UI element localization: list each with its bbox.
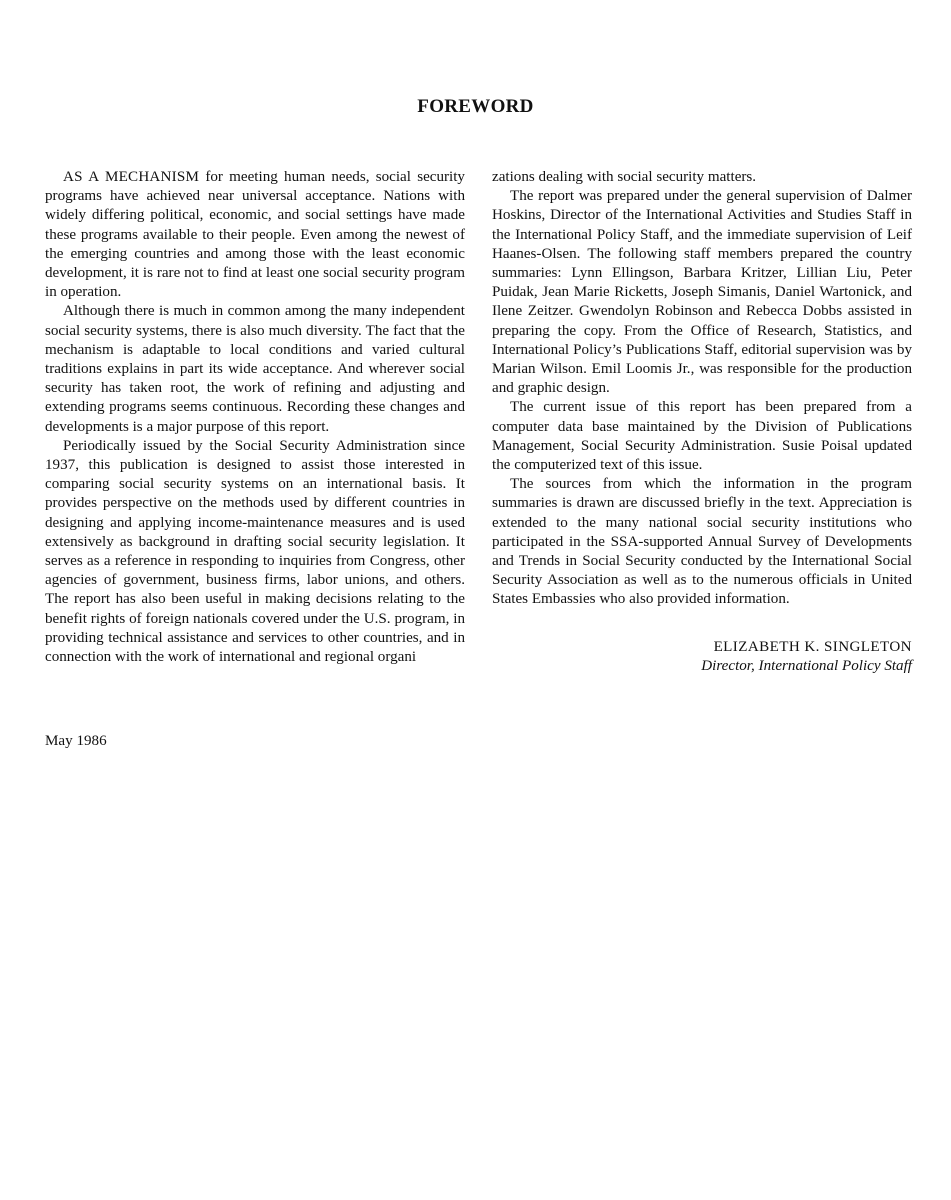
signature-block <box>492 638 912 676</box>
paragraph-data-base: The current issue of this report has been prepared from a computer data base maintained by the Division of Publications Management, Social Security Administration. Susie Poisal updated the computerized text of this issue. <box>492 399 912 474</box>
paragraph-continuation: zations dealing with social security matters. <box>492 169 757 185</box>
paragraph-sources: The sources from which the information in the program summaries is drawn are discussed briefly in the text. Appreciation is extended to the many national social security institutions who participated in the SSA-supported Annual Survey of Developments and Trends in Social Security conducted by the International Social Security Association as well as to the numerous officials in United States Embassies who also provided information. <box>492 476 912 608</box>
paragraph-mechanism <box>45 168 465 302</box>
left-column <box>45 168 465 667</box>
page-title: FOREWORD <box>417 96 534 117</box>
paragraph-text: for meeting human needs, social security programs have achieved near universal acceptance. Nations with widely differing political, economic, and social settings have made these programs available to their people. Even among the newest of the emerging countries and among those with the least economic development, it is rare not to find at least one social security program in operation. <box>45 169 465 301</box>
paragraph-diversity: Although there is much in common among the many independent social security systems, there is also much diversity. The fact that the mechanism is adaptable to local conditions and varied cultural traditions explains in part its wide acceptance. And wherever social security has taken root, the work of refining and adjusting and extending programs seems continuous. Recording these changes and developments is a major purpose of this report. <box>45 303 465 435</box>
right-column <box>492 168 912 676</box>
publication-date: May 1986 <box>45 733 107 749</box>
lead-in-caps: AS A MECHANISM <box>63 169 200 185</box>
signature-title: Director, International Policy Staff <box>701 657 912 674</box>
paragraph-staff-credits: The report was prepared under the general supervision of Dalmer Hoskins, Director of the International Activities and Studies Staff in the International Policy Staff, and the immediate supervision of Leif Haanes-Olsen. The following staff members prepared the country summaries: Lynn Ellingson, Barbara Kritzer, Lillian Liu, Peter Puidak, Jean Marie Ricketts, Joseph Simanis, Daniel Wartonick, and Ilene Zeitzer. Gwendolyn Robinson and Rebecca Dobbs assisted in preparing the copy. From the Office of Research, Statistics, and International Policy’s Publications Staff, editorial supervision was by Marian Wilson. Emil Loomis Jr., was responsible for the production and graphic design. <box>492 188 912 397</box>
signature-name: ELIZABETH K. SINGLETON <box>713 638 912 655</box>
paragraph-publication-purpose: Periodically issued by the Social Security Administration since 1937, this publication is designed to assist those interested in comparing social security systems on an international basis. It provides perspective on the methods used by different countries in designing and applying income-maintenance measures and is used extensively as background in drafting social security legislation. It serves as a reference in responding to inquiries from Congress, other agencies of government, business firms, labor unions, and others. The report has also been useful in making decisions relating to the benefit rights of foreign nationals covered under the U.S. program, in providing technical assistance and services to other countries, and in connection with the work of international and regional organi <box>45 437 465 666</box>
